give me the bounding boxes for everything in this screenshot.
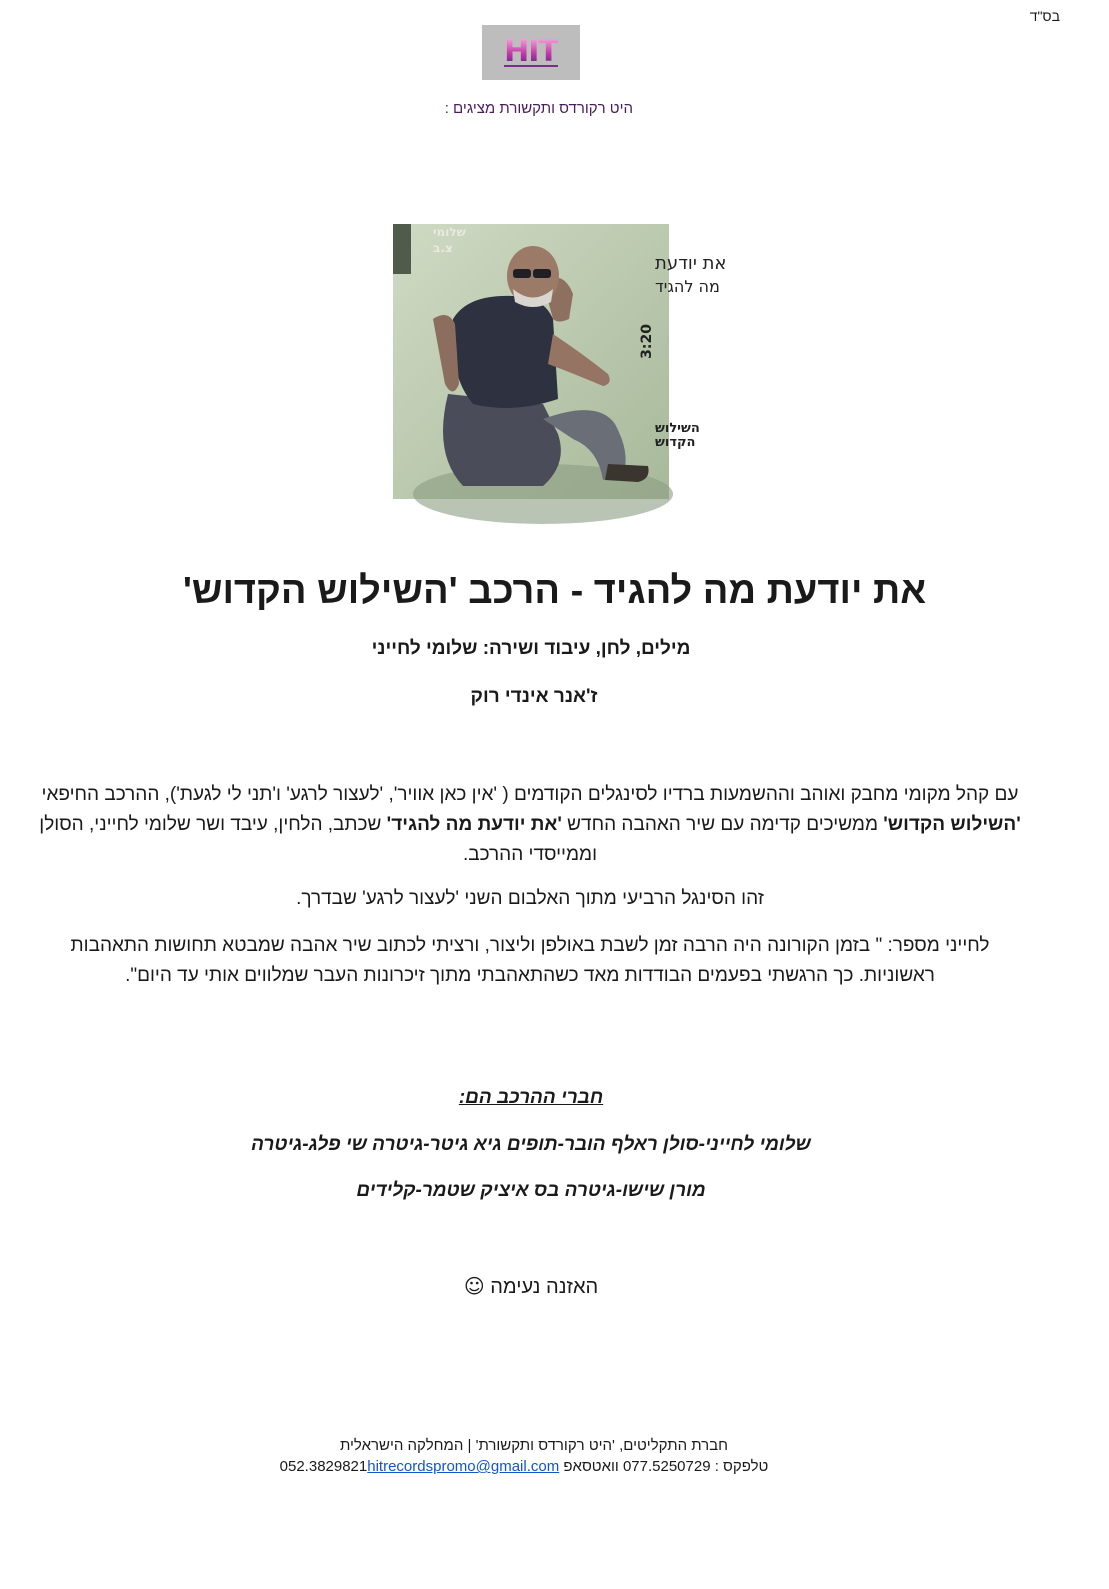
cover-duration: 3:20 bbox=[639, 324, 655, 359]
song-name-bold: 'את יודעת מה להגיד' bbox=[386, 814, 562, 835]
body-paragraph-2: זהו הסינגל הרביעי מתוך האלבום השני 'לעצור לרגע' שבדרך. bbox=[296, 888, 764, 909]
album-cover-image bbox=[393, 224, 727, 499]
cover-band-line2: הקדוש bbox=[655, 435, 696, 450]
email-link[interactable]: hitrecordspromo@gmail.com bbox=[367, 1458, 560, 1475]
song-title: את יודעת מה להגיד - הרכב 'השילוש הקדוש' bbox=[182, 570, 927, 612]
footer-company-line: חברת התקליטים, 'היט רקורדס ותקשורת' | המחלקה הישראלית bbox=[339, 1437, 729, 1454]
footer-contact-line bbox=[0, 1458, 1048, 1475]
members-line-2: מורן שישו-גיטרה בס איציק שטמר-קלידים bbox=[356, 1180, 706, 1201]
bsd-header-mark: בס"ד bbox=[1029, 8, 1060, 24]
p1-text-3: שכתב, הלחין, עיבד ושר שלומי לחייני, הסולן וממייסדי ההרכב. bbox=[39, 814, 598, 865]
footer-phones: טלפקס : 077.5250729 וואטסאפ 052.3829821 bbox=[279, 1458, 769, 1475]
song-credits: מילים, לחן, עיבוד ושירה: שלומי לחייני bbox=[371, 638, 691, 659]
band-name-bold: 'השילוש הקדוש' bbox=[883, 814, 1021, 835]
body-paragraph-3: לחייני מספר: " בזמן הקורונה היה הרבה זמן לשבת באולפן וליצור, ורציתי לכתוב שיר אהבה שמבטא תחושות התאהבות ראשוניות. כך הרגשתי בפעמים הבודדות מאד כשהתאהבתי מתוך זיכרונות העבר שמלווים אותי עד היום". bbox=[70, 935, 990, 986]
p1-text-1: עם קהל מקומי מחבק ואוהב וההשמעות ברדיו לסינגלים הקודמים ( 'אין כאן אוויר', 'לעצור לרגע' ו'תני לי לגעת'), ההרכב החיפאי bbox=[41, 784, 1019, 805]
smiley-icon: ☺ bbox=[463, 1274, 485, 1298]
intro-line: היט רקורדס ותקשורת מציגים : bbox=[444, 100, 633, 117]
logo-text: HIT bbox=[504, 33, 558, 69]
song-genre: ז'אנר אינדי רוק bbox=[470, 686, 598, 707]
closing-text: האזנה נעימה bbox=[484, 1276, 599, 1298]
album-cover-art bbox=[393, 224, 727, 499]
cover-artist-line2: צ.ב bbox=[433, 241, 453, 255]
closing-line bbox=[0, 1274, 1062, 1299]
members-heading: חברי ההרכב הם: bbox=[458, 1087, 604, 1108]
hit-records-logo bbox=[482, 25, 580, 80]
cover-title-line2: מה להגיד bbox=[655, 277, 720, 296]
p1-text-2: ממשיכים קדימה עם שיר האהבה החדש bbox=[561, 814, 884, 835]
cover-title-line1: את יודעת bbox=[655, 253, 727, 274]
cover-band-line1: השילוש bbox=[655, 421, 700, 436]
body-paragraph-1 bbox=[30, 780, 1030, 870]
members-line-1: שלומי לחייני-סולן ראלף הובר-תופים גיא גיטר-גיטרה שי פלג-גיטרה bbox=[251, 1134, 811, 1155]
cover-artist-line1: שלומי bbox=[433, 225, 466, 239]
